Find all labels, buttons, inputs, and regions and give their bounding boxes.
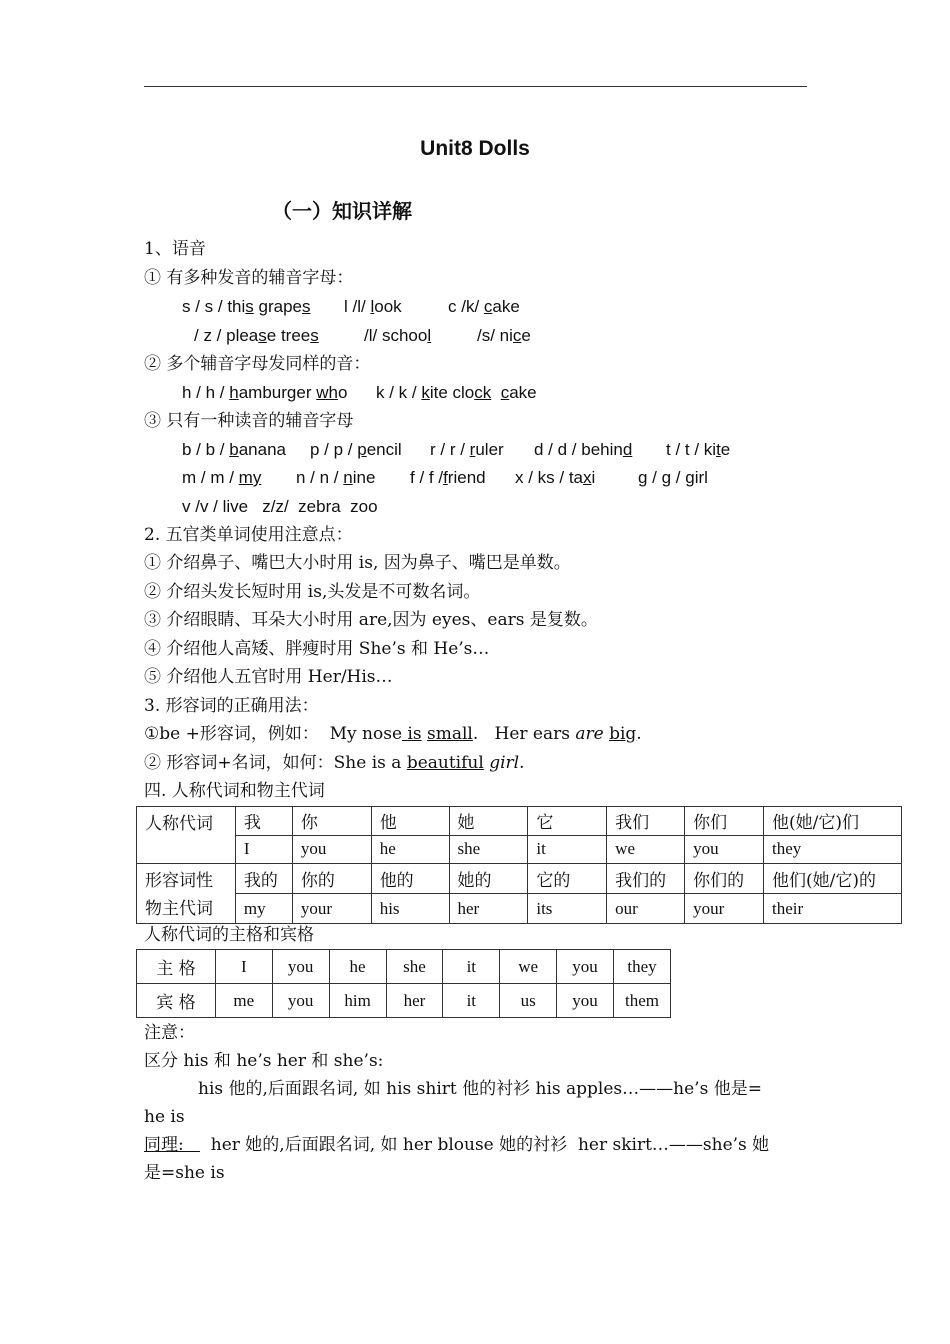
notes-heading: 注意：	[144, 1023, 195, 1043]
phonics-point-2: ② 多个辅音字母发同样的音：	[144, 354, 371, 374]
row-header-personal: 人称代词	[137, 807, 236, 864]
table-row: 形容词性 物主代词 我的 你的 他的 她的 它的 我们的 你们的 他们(她/它)的	[137, 864, 902, 894]
notes-line-3: he is	[144, 1107, 185, 1127]
notes-line-4: 同理: her 她的,后面跟名词, 如 her blouse 她的衬衫 her skirt…——she’s 她	[144, 1135, 770, 1155]
phonics-line-1: s / s / this grapes	[182, 297, 311, 316]
row-header-subject: 主 格	[137, 950, 216, 984]
notes-line-1: 区分 his 和 he’s her 和 she’s:	[144, 1051, 384, 1071]
notes-line-5: 是=she is	[144, 1163, 225, 1183]
phonics-heading: 1、语音	[144, 239, 206, 259]
phonics-line-5: m / m / my	[182, 468, 262, 487]
section-subtitle: （一）知识详解	[272, 199, 412, 223]
table-row: I you he she it we you they	[137, 835, 902, 864]
case-table	[136, 949, 671, 1018]
row-header-possessive: 形容词性 物主代词	[137, 864, 236, 924]
table-row: my your his her its our your their	[137, 894, 902, 924]
adjectives-example-1: ①be +形容词，例如： My nose is small. Her ears are big.	[144, 724, 642, 744]
cases-heading: 人称代词的主格和宾格	[144, 925, 314, 945]
phonics-line-6: v /v / live z/z/ zebra zoo	[182, 497, 378, 516]
phonics-line-2: / z / please trees	[194, 326, 319, 345]
row-header-object: 宾 格	[137, 984, 216, 1018]
notes-line-2: his 他的,后面跟名词, 如 his shirt 他的衬衫 his apples…——he’s 他是=	[198, 1079, 762, 1099]
phonics-line-3: h / h / hamburger who	[182, 383, 348, 402]
adjectives-example-2: ② 形容词+名词，如何：She is a beautiful girl.	[144, 753, 525, 773]
document-title: Unit8 Dolls	[420, 137, 530, 160]
table-row: 人称代词 我 你 他 她 它 我们 你们 他(她/它)们	[137, 807, 902, 836]
phonics-point-3: ③ 只有一种读音的辅音字母	[144, 411, 354, 431]
pronouns-heading: 四. 人称代词和物主代词	[144, 781, 325, 801]
table-row: 主 格 I you he she it we you they	[137, 950, 671, 984]
pronoun-table	[136, 806, 902, 924]
header-rule	[144, 86, 807, 87]
features-item-4: ④ 介绍他人高矮、胖瘦时用 She’s 和 He’s…	[144, 639, 490, 659]
features-heading: 2. 五官类单词使用注意点：	[144, 525, 353, 545]
document-page: Unit8 Dolls （一）知识详解 1、语音 ① 有多种发音的辅音字母： s / s / this grapes l /l/ look c /k/ cake / z / please trees /l/ school /s/ nice ② 多个辅音字母发同样的音： h / h / hamburger who k / k / kite clock cake ③ 只有一种读音的辅音字母 b / b / banana p / p / pencil r / r / ruler d / d / behind t / t / kite m / m / my n / n / nine f / f /friend x / ks / taxi g / g / girl v /v / live z/z/ zebra zoo 2. 五官类单词使用注意点： ① 介绍鼻子、嘴巴大小时用 is, 因为鼻子、嘴巴是单数。 ② 介绍头发长短时用 is,头发是不可数名词。 ③ 介绍眼睛、耳朵大小时用 are,因为 eyes、ears 是复数。 ④ 介绍他人高矮、胖瘦时用 She’s 和 He’s… ⑤ 介绍他人五官时用 Her/His… 3. 形容词的正确用法： ①be +形容词，例如： My nose is small. Her ears are big. ② 形容词+名词，如何：She is a beautiful girl. 四. 人称代词和物主代词 人称代词 我 你 他 她 它 我们 你们 他(她/它)们 I you he she it we you they 形容词性 物主代词 我的 你的 他的 她的 它的 我们的 你们的 他们(她/它)的 my your his her its our your their 人称代词的主格和宾格 主 格 I you he she it we you they 宾 格 me you him her it us you them 注意： 区分 his 和 he’s her 和 she’s: his 他的,后面跟名词, 如 his shirt 他的衬衫 his apples…——he’s 他是= he is 同理: her 她的,后面跟名词, 如 her blouse 她的衬衫 her skirt…——she’s 她 是=she is	[0, 0, 950, 1344]
features-item-2: ② 介绍头发长短时用 is,头发是不可数名词。	[144, 582, 481, 602]
phonics-point-1: ① 有多种发音的辅音字母：	[144, 268, 354, 288]
features-item-3: ③ 介绍眼睛、耳朵大小时用 are,因为 eyes、ears 是复数。	[144, 610, 598, 630]
features-item-5: ⑤ 介绍他人五官时用 Her/His…	[144, 667, 393, 687]
adjectives-heading: 3. 形容词的正确用法：	[144, 696, 319, 716]
phonics-line-4: b / b / banana	[182, 440, 286, 459]
features-item-1: ① 介绍鼻子、嘴巴大小时用 is, 因为鼻子、嘴巴是单数。	[144, 553, 571, 573]
table-row: 宾 格 me you him her it us you them	[137, 984, 671, 1018]
